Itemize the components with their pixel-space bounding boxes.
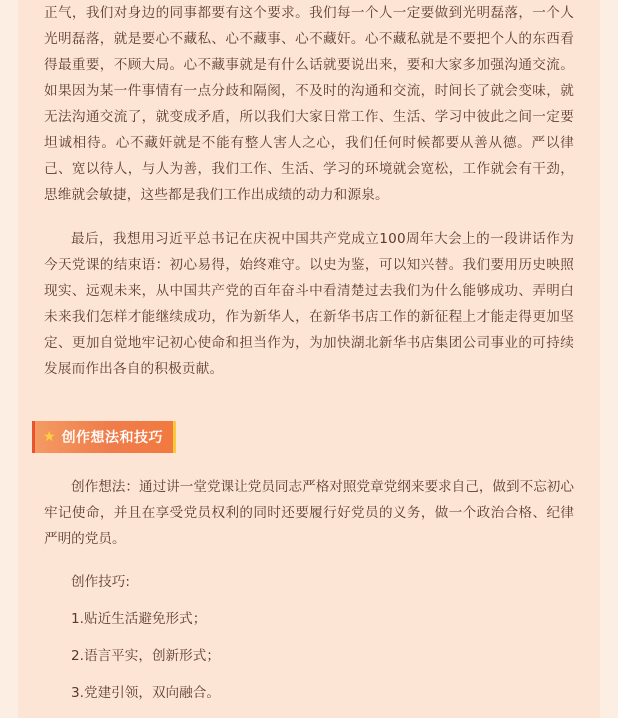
section-heading <box>32 421 176 453</box>
skill-item-2: 2.语言平实，创新形式； <box>71 648 220 664</box>
skills-label: 创作技巧: <box>71 574 130 590</box>
section-title: 创作想法和技巧 <box>61 430 164 446</box>
creation-idea-text: 创作想法：通过讲一堂党课让党员同志严格对照党章党纲来要求自己，做到不忘初心牢记使命，并且在享受党员权利的同时还要履行好党员的义务，做一个政治合格、纪律严明的党员。 <box>44 479 574 547</box>
paragraph-conclusion: 最后，我想用习近平总书记在庆祝中国共产党成立100周年大会上的一段讲话作为今天党课的结束语：初心易得，始终难守。以史为鉴，可以知兴替。我们要用历史映照现实、远观未来，从中国共产党的百年奋斗中看清楚过去我们为什么能够成功、弄明白未来我们怎样才能继续成功，作为新华人，在新华书店工作的新征程上才能走得更加坚定、更加自觉地牢记初心使命和担当作为，为加快湖北新华书店集团公司事业的可持续发展而作出各自的积极贡献。 <box>44 231 574 377</box>
paragraph-integrity: 正气，我们对身边的同事都要有这个要求。我们每一个人一定要做到光明磊落，一个人光明磊落，就是要心不藏私、心不藏事、心不藏奸。心不藏私就是不要把个人的东西看得最重要，不顾大局。心不藏事就是有什么话就要说出来，要和大家多加强沟通交流。如果因为某一件事情有一点分歧和隔阂，不及时的沟通和交流，时间长了就会变味，就无法沟通交流了，就变成矛盾，所以我们大家日常工作、生活、学习中彼此之间一定要坦诚相待。心不藏奸就是不能有整人害人之心，我们任何时候都要从善从德。严以律己、宽以待人，与人为善，我们工作、生活、学习的环境就会宽松，工作就会有干劲，思维就会敏捷，这些都是我们工作出成绩的动力和源泉。 <box>44 5 574 203</box>
star-icon: ★ <box>43 429 56 445</box>
skill-item-1: 1.贴近生活避免形式； <box>71 611 207 627</box>
heading-label-box <box>35 421 176 453</box>
skill-item-3: 3.党建引领，双向融合。 <box>71 685 220 701</box>
